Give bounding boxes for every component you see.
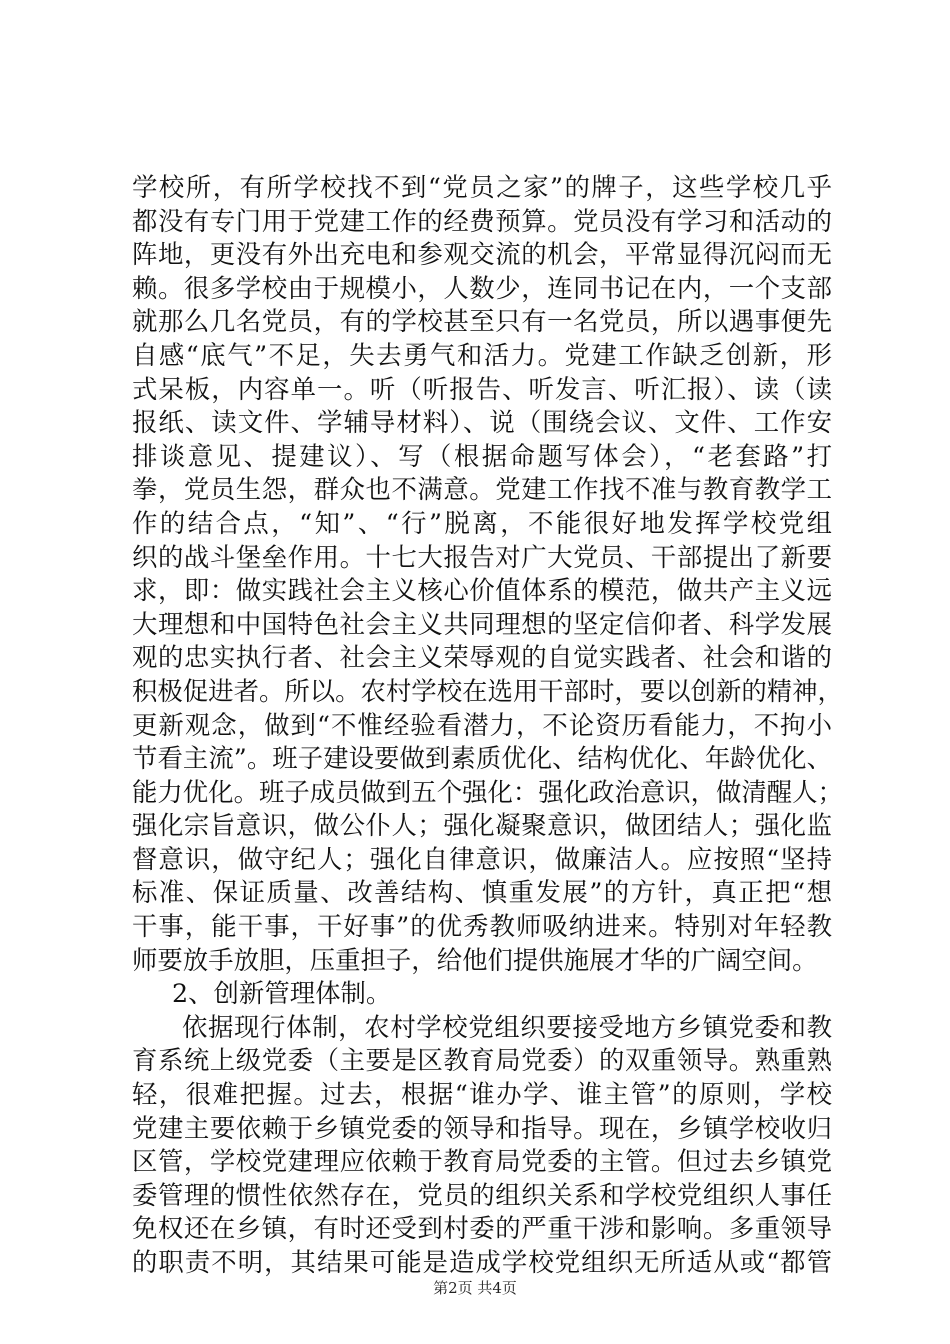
text-line: 强化宗旨意识，做公仆人；强化凝聚意识，做团结人；强化监 bbox=[132, 810, 832, 841]
text-line: 阵地，更没有外出充电和参观交流的机会，平常显得沉闷而无 bbox=[132, 239, 832, 270]
text-line: 就那么几名党员，有的学校甚至只有一名党员，所以遇事便先 bbox=[132, 306, 832, 337]
text-line: 的职责不明，其结果可能是造成学校党组织无所适从或“都管 bbox=[132, 1247, 832, 1277]
section-heading: 2、创新管理体制。 bbox=[172, 978, 392, 1009]
text-line: 免权还在乡镇，有时还受到村委的严重干涉和影响。多重领导 bbox=[132, 1213, 832, 1244]
text-line: 大理想和中国特色社会主义共同理想的坚定信仰者、科学发展 bbox=[132, 608, 832, 639]
text-line: 标准、保证质量、改善结构、慎重发展”的方针，真正把“想 bbox=[132, 877, 832, 908]
text-line: 赖。很多学校由于规模小，人数少，连同书记在内，一个支部 bbox=[132, 272, 832, 303]
text-line: 观的忠实执行者、社会主义荣辱观的自觉实践者、社会和谐的 bbox=[132, 642, 832, 673]
text-line: 拳，党员生怨，群众也不满意。党建工作找不准与教育教学工 bbox=[132, 474, 832, 505]
text-line: 委管理的惯性依然存在，党员的组织关系和学校党组织人事任 bbox=[132, 1179, 832, 1210]
text-line: 自感“底气”不足，失去勇气和活力。党建工作缺乏创新，形 bbox=[132, 339, 832, 370]
text-line: 轻，很难把握。过去，根据“谁办学、谁主管”的原则，学校 bbox=[132, 1079, 832, 1110]
text-line: 依据现行体制，农村学校党组织要接受地方乡镇党委和教 bbox=[182, 1011, 832, 1042]
text-line: 节看主流”。班子建设要做到素质优化、结构优化、年龄优化、 bbox=[132, 743, 832, 774]
text-line: 育系统上级党委（主要是区教育局党委）的双重领导。熟重熟 bbox=[132, 1045, 832, 1076]
page-number: 第2页 共4页 bbox=[433, 1279, 517, 1297]
text-line: 求，即：做实践社会主义核心价值体系的模范，做共产主义远 bbox=[132, 575, 832, 606]
text-line: 党建主要依赖于乡镇党委的领导和指导。现在，乡镇学校收归 bbox=[132, 1112, 832, 1143]
text-line: 作的结合点，“知”、“行”脱离，不能很好地发挥学校党组 bbox=[132, 507, 832, 538]
text-line: 报纸、读文件、学辅导材料）、说（围绕会议、文件、工作安 bbox=[132, 407, 832, 438]
text-line: 师要放手放胆，压重担子，给他们提供施展才华的广阔空间。 bbox=[132, 944, 818, 975]
text-line: 更新观念，做到“不惟经验看潜力，不论资历看能力，不拘小 bbox=[132, 709, 832, 740]
text-line: 能力优化。班子成员做到五个强化：强化政治意识，做清醒人； bbox=[132, 776, 843, 807]
text-line: 都没有专门用于党建工作的经费预算。党员没有学习和活动的 bbox=[132, 205, 832, 236]
text-line: 学校所，有所学校找不到“党员之家”的牌子，这些学校几乎 bbox=[132, 172, 832, 202]
text-line: 织的战斗堡垒作用。十七大报告对广大党员、干部提出了新要 bbox=[132, 541, 832, 572]
body-text bbox=[132, 171, 843, 1280]
text-line: 区管，学校党建理应依赖于教育局党委的主管。但过去乡镇党 bbox=[132, 1146, 832, 1177]
text-line: 排谈意见、提建议）、写（根据命题写体会），“老套路”打 bbox=[132, 440, 832, 471]
text-line: 督意识，做守纪人；强化自律意识，做廉洁人。应按照“坚持 bbox=[132, 843, 832, 874]
text-line: 干事，能干事，干好事”的优秀教师吸纳进来。特别对年轻教 bbox=[132, 911, 832, 942]
text-line: 式呆板，内容单一。听（听报告、听发言、听汇报）、读（读 bbox=[132, 373, 832, 404]
text-line: 积极促进者。所以。农村学校在选用干部时，要以创新的精神， bbox=[132, 675, 843, 706]
